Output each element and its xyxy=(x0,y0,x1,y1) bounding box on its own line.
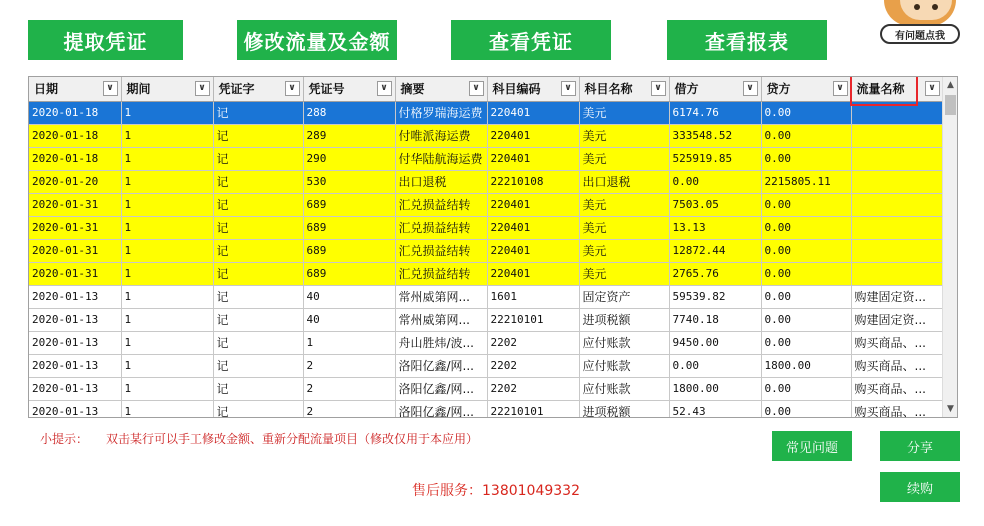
table-cell: 7740.18 xyxy=(669,308,761,331)
column-header[interactable] xyxy=(669,77,761,101)
table-cell: 记 xyxy=(213,377,303,400)
table-cell: 1601 xyxy=(487,285,579,308)
filter-dropdown-icon[interactable]: ∨ xyxy=(103,81,118,96)
table-cell: 1 xyxy=(121,377,213,400)
table-cell: 记 xyxy=(213,170,303,193)
table-cell: 40 xyxy=(303,308,395,331)
column-header-label: 摘要 xyxy=(400,82,425,97)
table-cell: 美元 xyxy=(579,147,669,170)
table-cell: 40 xyxy=(303,285,395,308)
table-cell: 530 xyxy=(303,170,395,193)
table-cell: 汇兑损益结转 xyxy=(395,216,487,239)
table-cell: 12872.44 xyxy=(669,239,761,262)
voucher-table xyxy=(29,77,943,417)
table-cell: 689 xyxy=(303,216,395,239)
table-cell: 出口退税 xyxy=(579,170,669,193)
table-cell: 2020-01-18 xyxy=(29,147,121,170)
column-header-label: 日期 xyxy=(34,82,59,97)
column-header[interactable] xyxy=(851,77,943,101)
table-row[interactable] xyxy=(29,170,943,193)
table-cell: 2215805.11 xyxy=(761,170,851,193)
table-cell: 0.00 xyxy=(669,354,761,377)
table-cell: 记 xyxy=(213,262,303,285)
table-cell: 常州威第网... xyxy=(395,308,487,331)
table-cell: 1800.00 xyxy=(761,354,851,377)
table-cell: 美元 xyxy=(579,124,669,147)
table-cell: 0.00 xyxy=(761,400,851,417)
filter-dropdown-icon[interactable]: ∨ xyxy=(377,81,392,96)
table-cell: 2020-01-13 xyxy=(29,308,121,331)
table-cell: 记 xyxy=(213,285,303,308)
table-cell: 7503.05 xyxy=(669,193,761,216)
table-cell: 0.00 xyxy=(761,216,851,239)
table-cell xyxy=(851,239,943,262)
table-row[interactable] xyxy=(29,101,943,124)
table-cell: 汇兑损益结转 xyxy=(395,193,487,216)
table-cell: 应付账款 xyxy=(579,331,669,354)
table-cell: 2 xyxy=(303,354,395,377)
column-header[interactable] xyxy=(395,77,487,101)
faq-button[interactable]: 常见问题 xyxy=(772,431,852,461)
table-cell: 220401 xyxy=(487,101,579,124)
table-cell: 2020-01-18 xyxy=(29,101,121,124)
filter-dropdown-icon[interactable]: ∨ xyxy=(469,81,484,96)
table-cell: 舟山胜炜/波... xyxy=(395,331,487,354)
tip-text xyxy=(40,430,478,447)
table-cell: 2020-01-13 xyxy=(29,377,121,400)
column-header[interactable] xyxy=(487,77,579,101)
table-row[interactable] xyxy=(29,193,943,216)
table-cell: 1 xyxy=(121,331,213,354)
table-cell: 525919.85 xyxy=(669,147,761,170)
table-cell: 2 xyxy=(303,377,395,400)
table-cell: 289 xyxy=(303,124,395,147)
filter-dropdown-icon[interactable]: ∨ xyxy=(195,81,210,96)
table-cell: 1 xyxy=(121,239,213,262)
table-cell xyxy=(851,262,943,285)
column-header-label: 借方 xyxy=(674,82,699,97)
table-cell: 1 xyxy=(121,170,213,193)
column-header-label: 期间 xyxy=(126,82,151,97)
column-header-label: 凭证字 xyxy=(218,82,255,97)
table-cell: 记 xyxy=(213,239,303,262)
table-cell: 2202 xyxy=(487,377,579,400)
table-cell: 汇兑损益结转 xyxy=(395,262,487,285)
table-cell: 0.00 xyxy=(761,377,851,400)
table-cell: 购买商品、... xyxy=(851,331,943,354)
table-cell: 220401 xyxy=(487,147,579,170)
table-cell: 美元 xyxy=(579,193,669,216)
table-cell: 汇兑损益结转 xyxy=(395,239,487,262)
table-cell: 付格罗瑞海运费 xyxy=(395,101,487,124)
table-cell: 22210101 xyxy=(487,308,579,331)
after-sales-service: 售后服务：13801049332 xyxy=(412,483,580,499)
table-cell: 购建固定资... xyxy=(851,285,943,308)
table-cell: 常州威第网... xyxy=(395,285,487,308)
table-header-row xyxy=(29,77,943,101)
table-cell: 购买商品、... xyxy=(851,400,943,417)
table-cell xyxy=(851,193,943,216)
table-cell: 记 xyxy=(213,331,303,354)
table-cell: 9450.00 xyxy=(669,331,761,354)
table-row[interactable] xyxy=(29,400,943,417)
table-row[interactable] xyxy=(29,239,943,262)
table-cell: 洛阳亿鑫/网... xyxy=(395,354,487,377)
table-cell: 进项税额 xyxy=(579,400,669,417)
modify-flow-amount-button[interactable]: 修改流量及金额 xyxy=(237,20,397,60)
table-cell: 288 xyxy=(303,101,395,124)
table-cell: 22210108 xyxy=(487,170,579,193)
view-voucher-button[interactable]: 查看凭证 xyxy=(451,20,611,60)
table-cell: 220401 xyxy=(487,124,579,147)
column-header-label: 流量名称 xyxy=(856,82,905,97)
table-cell: 0.00 xyxy=(761,262,851,285)
table-cell: 0.00 xyxy=(761,193,851,216)
table-cell xyxy=(851,170,943,193)
table-cell: 洛阳亿鑫/网... xyxy=(395,400,487,417)
table-row[interactable] xyxy=(29,331,943,354)
table-cell: 2020-01-13 xyxy=(29,354,121,377)
table-cell: 0.00 xyxy=(761,239,851,262)
filter-dropdown-icon[interactable]: ∨ xyxy=(651,81,666,96)
table-cell xyxy=(851,216,943,239)
table-cell: 洛阳亿鑫/网... xyxy=(395,377,487,400)
table-cell: 记 xyxy=(213,193,303,216)
table-row[interactable] xyxy=(29,354,943,377)
column-header-label: 科目编码 xyxy=(492,82,541,97)
table-cell: 购建固定资... xyxy=(851,308,943,331)
table-cell: 1 xyxy=(121,308,213,331)
table-cell: 2020-01-13 xyxy=(29,400,121,417)
table-cell: 购买商品、... xyxy=(851,377,943,400)
table-cell: 689 xyxy=(303,193,395,216)
filter-dropdown-icon[interactable]: ∨ xyxy=(285,81,300,96)
table-cell: 1 xyxy=(121,354,213,377)
extract-voucher-button[interactable]: 提取凭证 xyxy=(28,20,183,60)
table-cell: 220401 xyxy=(487,216,579,239)
table-cell: 2020-01-13 xyxy=(29,285,121,308)
table-cell: 2020-01-31 xyxy=(29,262,121,285)
table-cell: 1 xyxy=(121,101,213,124)
table-cell: 2020-01-31 xyxy=(29,216,121,239)
table-cell: 美元 xyxy=(579,101,669,124)
table-cell: 出口退税 xyxy=(395,170,487,193)
voucher-grid[interactable] xyxy=(28,76,958,418)
column-header[interactable] xyxy=(579,77,669,101)
table-cell: 2020-01-31 xyxy=(29,193,121,216)
table-cell: 2020-01-31 xyxy=(29,239,121,262)
table-cell: 付华陆航海运费 xyxy=(395,147,487,170)
table-cell: 333548.52 xyxy=(669,124,761,147)
table-cell: 美元 xyxy=(579,216,669,239)
column-header[interactable] xyxy=(761,77,851,101)
table-cell: 6174.76 xyxy=(669,101,761,124)
column-header[interactable] xyxy=(121,77,213,101)
table-row[interactable] xyxy=(29,216,943,239)
table-cell: 1 xyxy=(121,216,213,239)
share-button[interactable]: 分享 xyxy=(880,431,960,461)
table-cell xyxy=(851,147,943,170)
table-cell: 2 xyxy=(303,400,395,417)
table-cell: 220401 xyxy=(487,193,579,216)
mascot-icon xyxy=(884,0,956,26)
scroll-up-icon[interactable]: ▲ xyxy=(947,80,954,90)
view-report-button[interactable]: 查看报表 xyxy=(667,20,827,60)
table-cell: 购买商品、... xyxy=(851,354,943,377)
table-cell: 固定资产 xyxy=(579,285,669,308)
table-cell: 记 xyxy=(213,354,303,377)
table-cell xyxy=(851,101,943,124)
table-cell: 0.00 xyxy=(761,124,851,147)
filter-dropdown-icon[interactable]: ∨ xyxy=(925,81,940,96)
renew-button[interactable]: 续购 xyxy=(880,472,960,502)
scroll-down-icon[interactable]: ▼ xyxy=(947,404,954,414)
table-cell: 0.00 xyxy=(761,331,851,354)
table-cell: 52.43 xyxy=(669,400,761,417)
table-cell: 1 xyxy=(121,285,213,308)
table-cell: 220401 xyxy=(487,262,579,285)
column-header[interactable] xyxy=(303,77,395,101)
table-cell: 689 xyxy=(303,262,395,285)
table-cell: 0.00 xyxy=(761,101,851,124)
table-cell: 进项税额 xyxy=(579,308,669,331)
table-cell: 付唯派海运费 xyxy=(395,124,487,147)
filter-dropdown-icon[interactable]: ∨ xyxy=(743,81,758,96)
table-cell: 689 xyxy=(303,239,395,262)
column-header-label: 凭证号 xyxy=(308,82,345,97)
table-row[interactable] xyxy=(29,308,943,331)
table-cell: 2202 xyxy=(487,354,579,377)
table-row[interactable] xyxy=(29,285,943,308)
table-cell: 记 xyxy=(213,101,303,124)
table-row[interactable] xyxy=(29,124,943,147)
vertical-scrollbar[interactable] xyxy=(942,77,957,417)
scroll-thumb[interactable] xyxy=(945,95,956,115)
table-cell: 2765.76 xyxy=(669,262,761,285)
column-header[interactable] xyxy=(213,77,303,101)
table-row[interactable] xyxy=(29,147,943,170)
table-cell: 1 xyxy=(121,124,213,147)
table-cell: 2020-01-18 xyxy=(29,124,121,147)
table-cell: 记 xyxy=(213,308,303,331)
table-cell: 记 xyxy=(213,216,303,239)
help-label[interactable]: 有问题点我 xyxy=(880,24,960,44)
table-cell: 记 xyxy=(213,400,303,417)
table-cell: 22210101 xyxy=(487,400,579,417)
table-cell: 220401 xyxy=(487,239,579,262)
table-cell: 1 xyxy=(121,147,213,170)
table-cell: 1 xyxy=(121,262,213,285)
table-cell: 记 xyxy=(213,147,303,170)
column-header-label: 科目名称 xyxy=(584,82,633,97)
table-cell: 290 xyxy=(303,147,395,170)
table-cell: 1800.00 xyxy=(669,377,761,400)
table-cell xyxy=(851,124,943,147)
table-cell: 0.00 xyxy=(761,285,851,308)
table-cell: 1 xyxy=(121,193,213,216)
table-row[interactable] xyxy=(29,377,943,400)
column-header[interactable] xyxy=(29,77,121,101)
table-cell: 1 xyxy=(303,331,395,354)
table-cell: 2202 xyxy=(487,331,579,354)
table-cell: 0.00 xyxy=(761,308,851,331)
table-cell: 美元 xyxy=(579,239,669,262)
tip-content: 双击某行可以手工修改金额、重新分配流量项目（修改仅用于本应用） xyxy=(106,432,479,446)
filter-dropdown-icon[interactable]: ∨ xyxy=(561,81,576,96)
table-cell: 0.00 xyxy=(669,170,761,193)
tip-label: 小提示： xyxy=(40,432,89,446)
table-row[interactable] xyxy=(29,262,943,285)
help-mascot[interactable] xyxy=(878,0,962,50)
table-cell: 2020-01-13 xyxy=(29,331,121,354)
column-header-label: 贷方 xyxy=(766,82,791,97)
table-cell: 59539.82 xyxy=(669,285,761,308)
table-cell: 应付账款 xyxy=(579,377,669,400)
filter-dropdown-icon[interactable]: ∨ xyxy=(833,81,848,96)
table-cell: 应付账款 xyxy=(579,354,669,377)
table-cell: 美元 xyxy=(579,262,669,285)
table-cell: 1 xyxy=(121,400,213,417)
table-cell: 记 xyxy=(213,124,303,147)
table-cell: 2020-01-20 xyxy=(29,170,121,193)
table-cell: 0.00 xyxy=(761,147,851,170)
table-cell: 13.13 xyxy=(669,216,761,239)
